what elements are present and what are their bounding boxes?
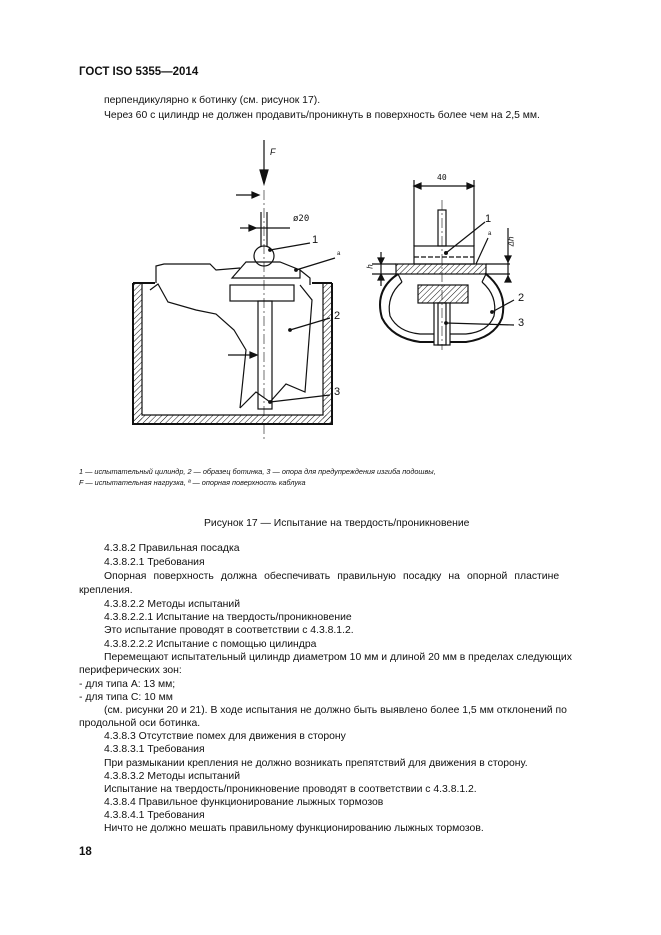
figure-caption: Рисунок 17 — Испытание на твердость/проникновение bbox=[204, 518, 470, 529]
body-line: 4.3.8.4 Правильное функционирование лыжных тормозов bbox=[104, 797, 384, 808]
body-line: Это испытание проводят в соответствии с 4.3.8.1.2. bbox=[104, 625, 354, 636]
label-dh: Δh bbox=[506, 236, 516, 247]
label-left-1: 1 bbox=[312, 234, 319, 246]
body-line: (см. рисунки 20 и 21). В ходе испытания не должно быть выявлено более 1,5 мм отклонений по bbox=[104, 705, 567, 716]
label-right-star: a bbox=[488, 231, 492, 237]
body-line: 4.3.8.2 Правильная посадка bbox=[104, 543, 240, 554]
body-line: Испытание на твердость/проникновение проводят в соответствии с 4.3.8.1.2. bbox=[104, 784, 477, 795]
label-right-1: 1 bbox=[485, 213, 492, 225]
body-line: 4.3.8.2.2.2 Испытание с помощью цилиндра bbox=[104, 639, 317, 650]
intro-line-2: Через 60 с цилиндр не должен продавить/проникнуть в поверхность более чем на 2,5 мм. bbox=[104, 110, 540, 121]
force-arrow-head bbox=[260, 170, 268, 184]
label-h: h bbox=[365, 264, 375, 269]
body-line: продольной оси ботинка. bbox=[79, 718, 201, 729]
label-right-2: 2 bbox=[518, 292, 525, 304]
body-line: крепления. bbox=[79, 585, 133, 596]
label-diameter: ø20 bbox=[293, 214, 310, 224]
body-line: 4.3.8.3.1 Требования bbox=[104, 744, 205, 755]
document-header: ГОСТ ISO 5355—2014 bbox=[79, 66, 199, 78]
figure-legend-line-1: 1 — испытательный цилиндр, 2 — образец ботинка, 3 — опора для предупреждения изгиба подошвы, bbox=[79, 467, 436, 476]
body-line: При размыкании крепления не должно возникать препятствий для движения в сторону. bbox=[104, 758, 528, 769]
body-line: - для типа A: 13 мм; bbox=[79, 679, 176, 690]
right-section-view bbox=[372, 180, 514, 350]
intro-line-1: перпендикулярно к ботинку (см. рисунок 17). bbox=[104, 95, 321, 106]
label-right-3: 3 bbox=[518, 317, 525, 329]
label-left-star: a bbox=[337, 251, 341, 257]
body-line: Перемещают испытательный цилиндр диаметром 10 мм и длиной 20 мм в пределах следующих bbox=[104, 652, 572, 663]
label-left-3: 3 bbox=[334, 386, 341, 398]
body-line: Опорная поверхность должна обеспечивать правильную посадку на опорной пластине bbox=[104, 571, 560, 582]
figure-legend-line-2: F — испытательная нагрузка, ª — опорная поверхность каблука bbox=[79, 478, 306, 487]
left-side-view bbox=[133, 140, 335, 440]
body-line: 4.3.8.2.2 Методы испытаний bbox=[104, 599, 241, 610]
label-left-2: 2 bbox=[334, 310, 341, 322]
body-line: Ничто не должно мешать правильному функционированию лыжных тормозов. bbox=[104, 823, 484, 834]
body-line: 4.3.8.3.2 Методы испытаний bbox=[104, 771, 241, 782]
body-line: 4.3.8.2.2.1 Испытание на твердость/проникновение bbox=[104, 612, 352, 623]
body-line: 4.3.8.4.1 Требования bbox=[104, 810, 205, 821]
body-line: периферических зон: bbox=[79, 665, 182, 676]
label-force: F bbox=[270, 147, 276, 157]
body-line: 4.3.8.3 Отсутствие помех для движения в сторону bbox=[104, 731, 346, 742]
page-number: 18 bbox=[79, 846, 92, 858]
body-line: 4.3.8.2.1 Требования bbox=[104, 557, 205, 568]
body-line: - для типа C: 10 мм bbox=[79, 692, 173, 703]
label-width: 40 bbox=[437, 173, 447, 182]
